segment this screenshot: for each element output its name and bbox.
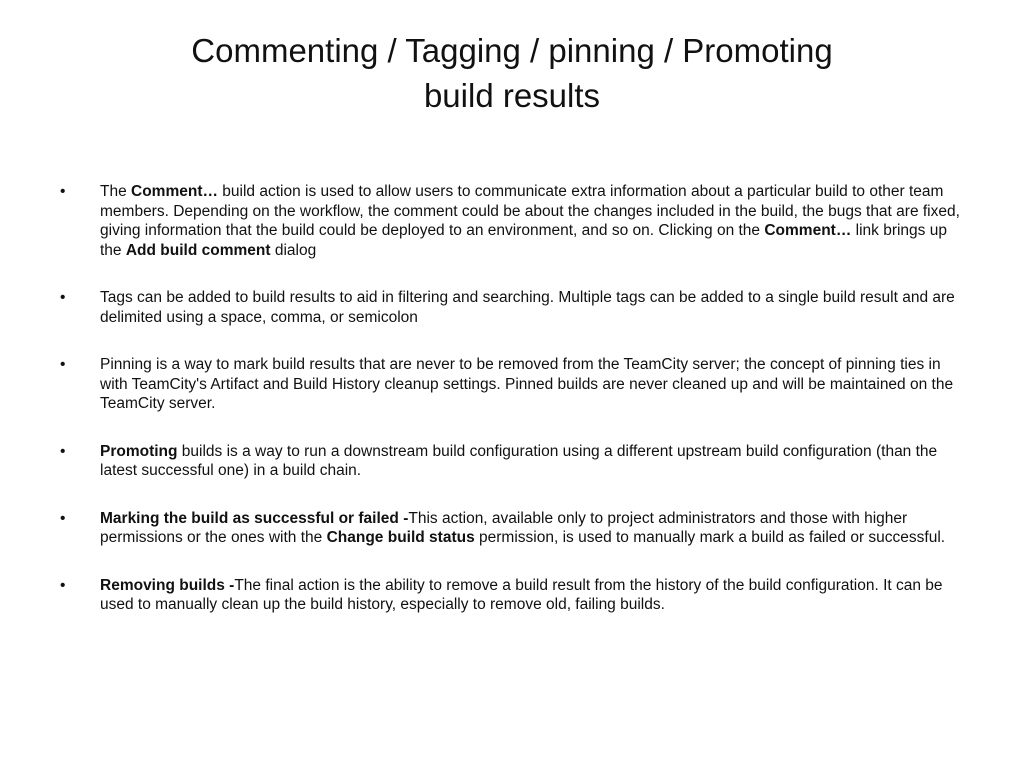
- bullet-dot-icon: •: [60, 509, 66, 527]
- bullet-bold-text: Comment…: [764, 222, 852, 239]
- bullet-text: The final action is the ability to remove a build result from the history of the build configuration. It can be used to manually clean up the build history, especially to remove old, failing builds.: [100, 576, 943, 613]
- bullet-bold-text: Marking the build as successful or failed -: [100, 509, 409, 527]
- bullet-text: build action is used to allow users to communicate extra information about a particular build to other team members. Depending on the workflow, the comment could be about the changes included in the build, the bugs that are fixed, giving information that the build could be deployed to an environment, and so on. Clicking on the: [100, 183, 960, 239]
- bullet-text: link brings up the: [100, 222, 947, 259]
- bullet-promoting: [60, 442, 965, 481]
- bullet-dot-icon: •: [60, 576, 66, 594]
- bullet-bold-text: Removing builds -: [100, 576, 235, 594]
- bullet-marking: [60, 509, 965, 548]
- bullet-bold-text: Promoting: [100, 442, 178, 460]
- slide-title-line-1: Commenting / Tagging / pinning / Promoting: [191, 32, 833, 69]
- bullet-dot-icon: •: [60, 356, 66, 373]
- bullet-pinning: [60, 355, 965, 414]
- bullet-bold-text: Comment…: [131, 183, 218, 200]
- bullet-removing: [60, 576, 965, 615]
- slide-title: [60, 28, 964, 118]
- bullet-text: Tags can be added to build results to aid in filtering and searching. Multiple tags can be added to a single build result and are delimited using a space, comma, or semicolon: [100, 289, 955, 326]
- bullet-text: Pinning is a way to mark build results that are never to be removed from the TeamCity server; the concept of pinning ties in with TeamCity's Artifact and Build History cleanup settings. Pinned builds are never cleaned up and will be maintained on the TeamCity server.: [100, 356, 954, 412]
- bullet-text: builds is a way to run a downstream build configuration using a different upstream build configuration (than the latest successful one) in a build chain.: [100, 442, 938, 479]
- bullet-dot-icon: •: [60, 183, 66, 200]
- bullet-comment: [60, 182, 965, 260]
- bullet-dot-icon: •: [60, 442, 66, 460]
- bullet-text: This action, available only to project administrators and those with higher permissions or the ones with the: [100, 509, 908, 546]
- bullet-bold-text: Change build status: [326, 529, 475, 546]
- bullet-list: [60, 180, 965, 615]
- slide-title-line-2: build results: [423, 77, 601, 114]
- bullet-text: dialog: [270, 241, 317, 259]
- bullet-bold-text: Add build comment: [125, 241, 271, 259]
- bullet-text: permission, is used to manually mark a build as failed or successful.: [474, 529, 946, 546]
- bullet-dot-icon: •: [60, 289, 66, 306]
- bullet-tags: [60, 288, 965, 327]
- bullet-text: The: [100, 183, 132, 200]
